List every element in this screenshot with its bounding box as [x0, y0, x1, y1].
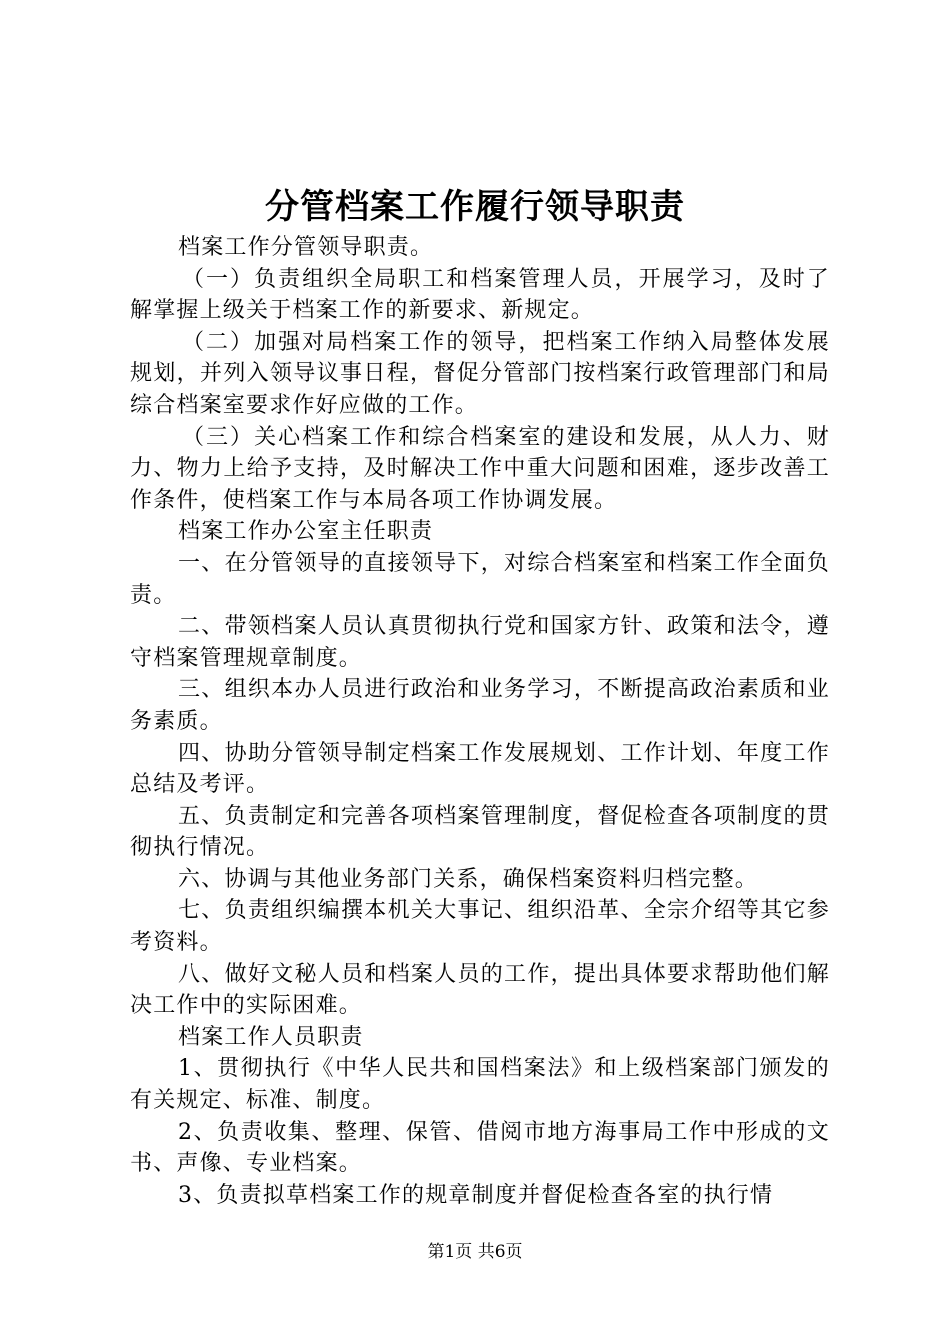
paragraph: 五、负责制定和完善各项档案管理制度，督促检查各项制度的贯彻执行情况。 [130, 803, 830, 861]
document-title: 分管档案工作履行领导职责 [265, 187, 685, 227]
paragraph: （二）加强对局档案工作的领导，把档案工作纳入局整体发展规划，并列入领导议事日程，督促分管部门按档案行政管理部门和局综合档案室要求作好应做的工作。 [130, 329, 830, 418]
paragraph: 八、做好文秘人员和档案人员的工作，提出具体要求帮助他们解决工作中的实际困难。 [130, 961, 830, 1019]
paragraph: 3、负责拟草档案工作的规章制度并督促检查各室的执行情 [178, 1182, 774, 1208]
paragraph: 档案工作分管领导职责。 [178, 235, 434, 260]
paragraph: （三）关心档案工作和综合档案室的建设和发展，从人力、财力、物力上给予支持，及时解决工作中重大问题和困难，逐步改善工作条件，使档案工作与本局各项工作协调发展。 [130, 424, 830, 513]
paragraph: 一、在分管领导的直接领导下，对综合档案室和档案工作全面负责。 [130, 550, 830, 608]
paragraph: 三、组织本办人员进行政治和业务学习，不断提高政治素质和业务素质。 [130, 677, 830, 734]
paragraph: 1、贯彻执行《中华人民共和国档案法》和上级档案部门颁发的有关规定、标准、制度。 [130, 1056, 830, 1114]
section-heading: 档案工作办公室主任职责 [178, 519, 434, 545]
page-footer: 第1页 共6页 [427, 1242, 523, 1262]
section-heading: 档案工作人员职责 [178, 1024, 364, 1050]
paragraph: 2、负责收集、整理、保管、借阅市地方海事局工作中形成的文书、声像、专业档案。 [130, 1119, 830, 1177]
paragraph: 二、带领档案人员认真贯彻执行党和国家方针、政策和法令，遵守档案管理规章制度。 [130, 614, 830, 671]
document-body [130, 232, 830, 1211]
paragraph: 七、负责组织编撰本机关大事记、组织沿革、全宗介绍等其它参考资料。 [130, 898, 830, 956]
paragraph: 四、协助分管领导制定档案工作发展规划、工作计划、年度工作总结及考评。 [130, 740, 830, 798]
paragraph: 六、协调与其他业务部门关系，确保档案资料归档完整。 [178, 866, 759, 892]
paragraph: （一）负责组织全局职工和档案管理人员，开展学习，及时了解掌握上级关于档案工作的新要求、新规定。 [130, 266, 830, 324]
